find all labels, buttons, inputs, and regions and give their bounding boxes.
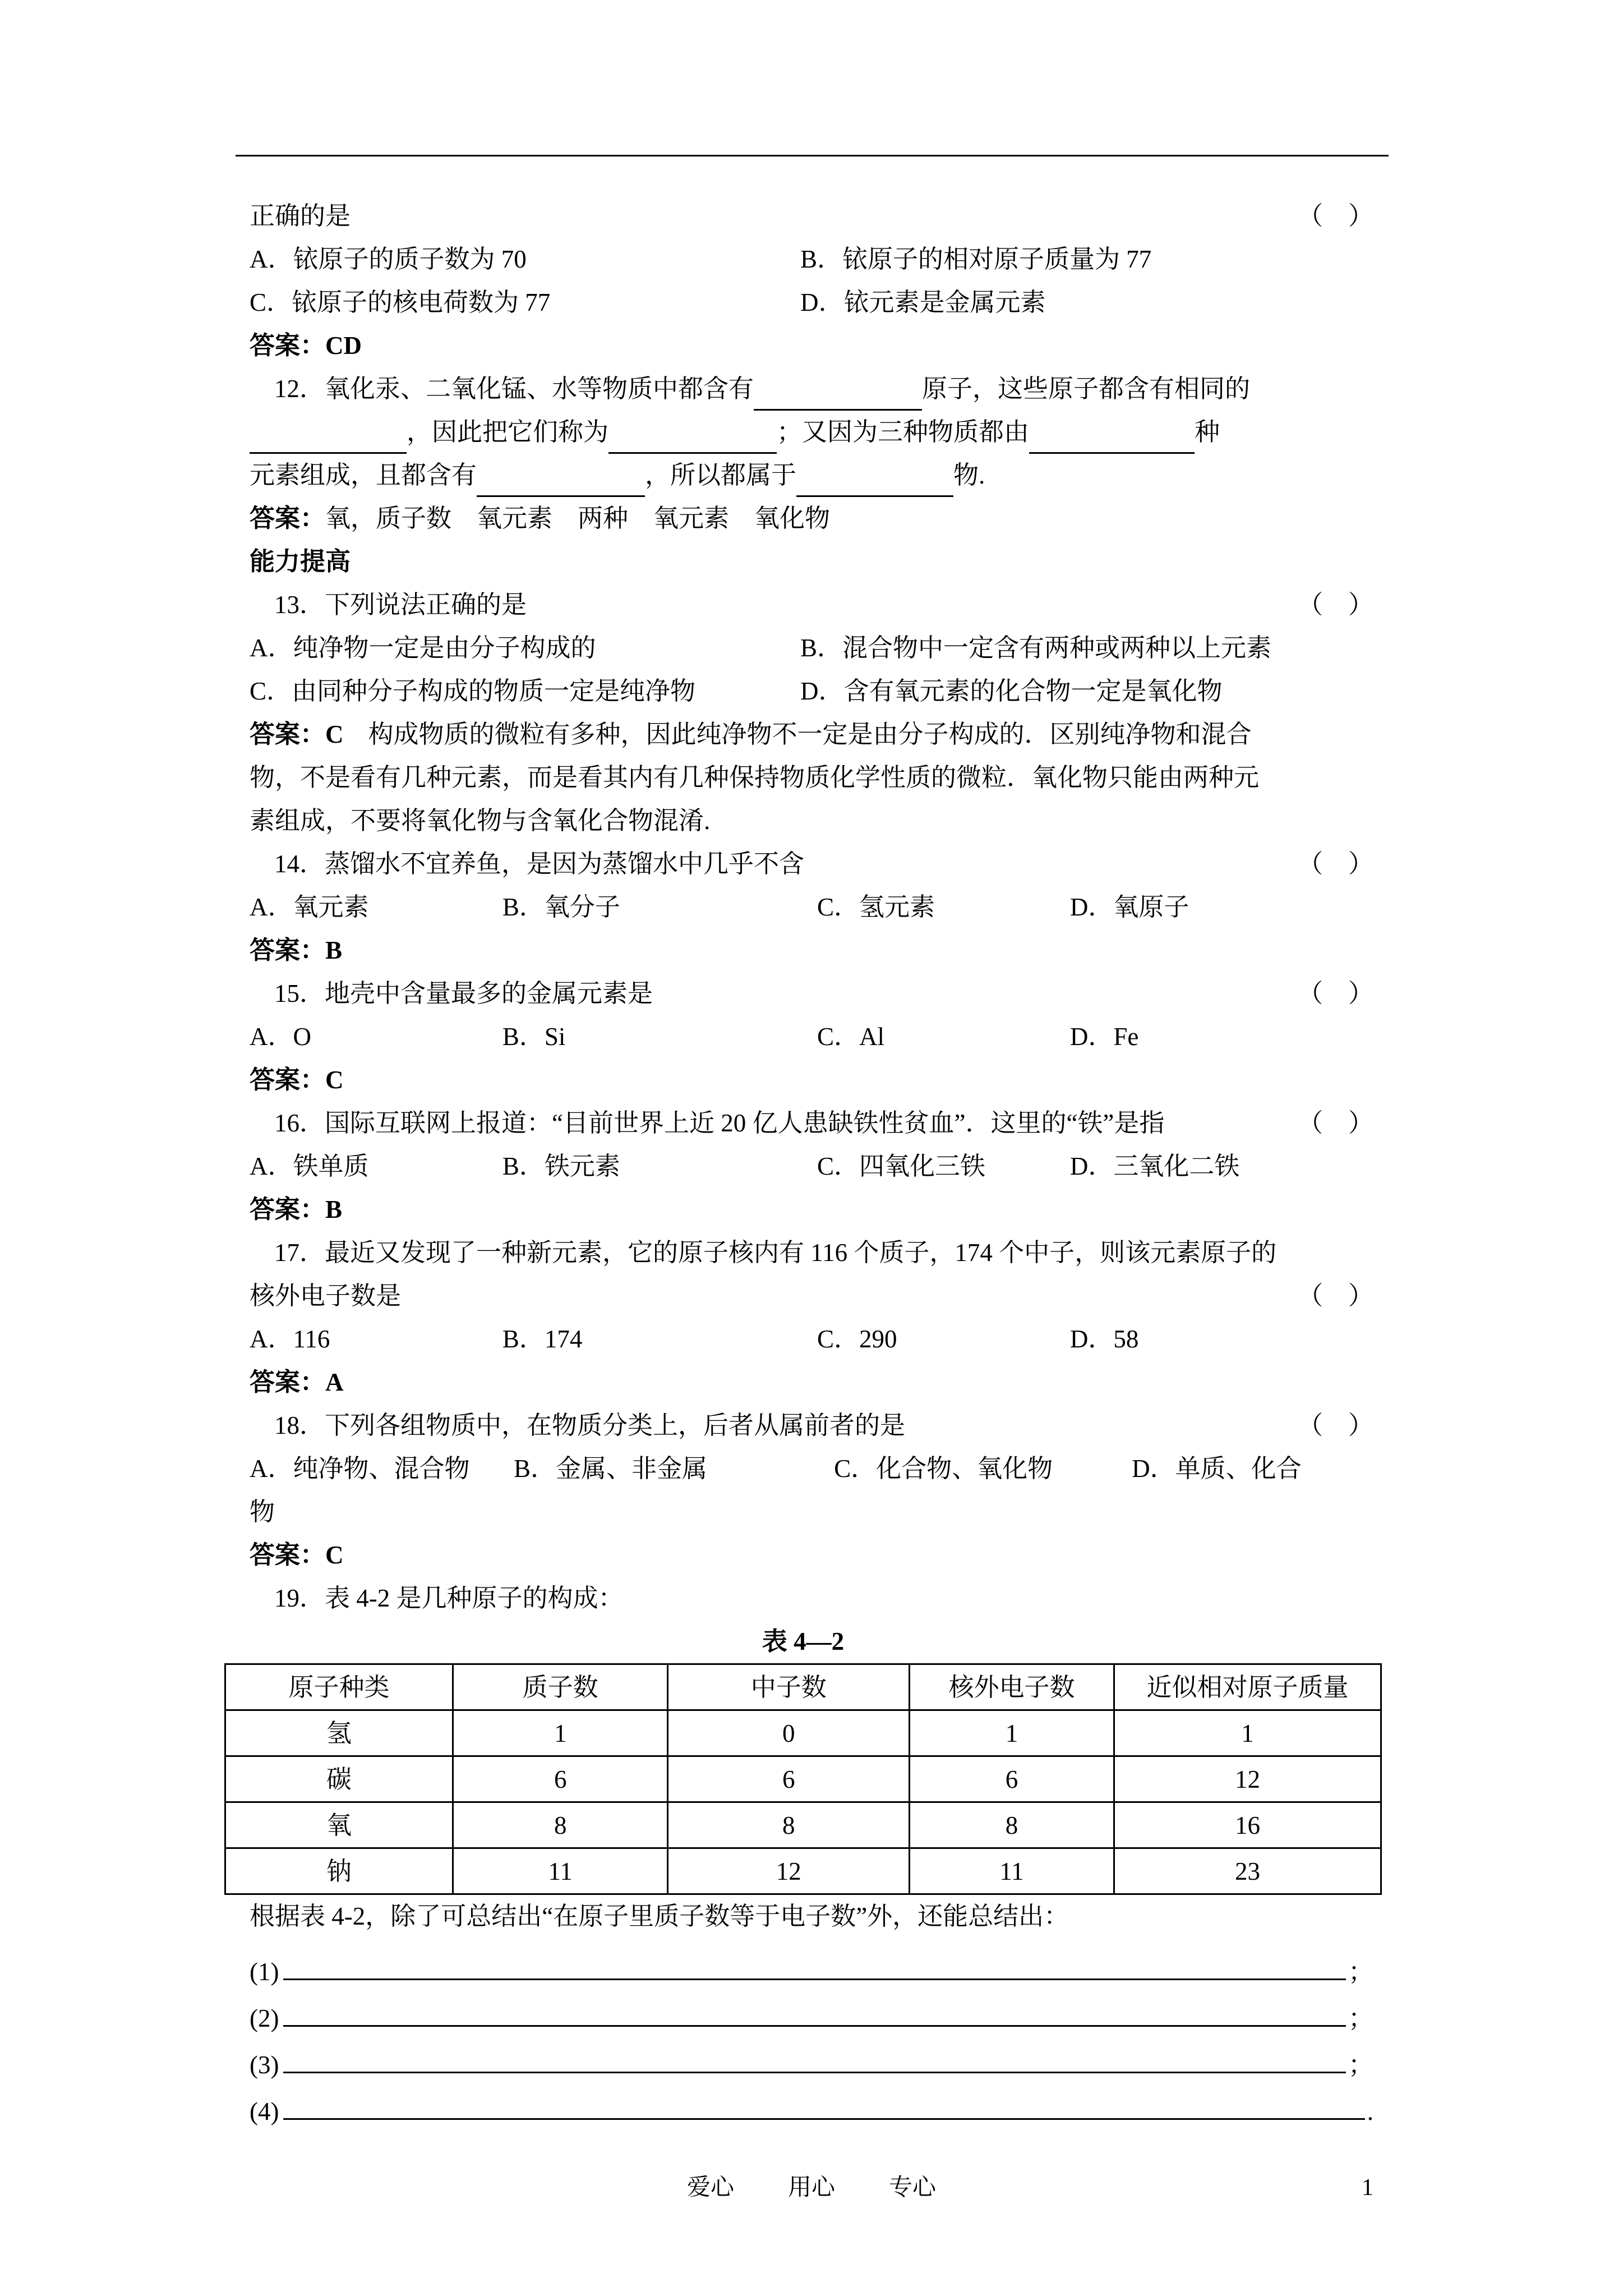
table-cell: 氧 (225, 1802, 453, 1848)
q11-option-b: B．铱原子的相对原子质量为 77 (800, 245, 1152, 273)
q13-options-row-1 (250, 627, 1373, 670)
q12-line-3 (250, 454, 1373, 497)
page-number: 1 (1362, 2175, 1373, 2201)
q17-answer-paren: （ ） (1297, 1282, 1373, 1310)
q15-answer-line (250, 1059, 1373, 1102)
blank-2-number: (2) (250, 2004, 279, 2032)
q18-option-a: A．纯净物、混合物 (250, 1455, 470, 1483)
q12-blank-5 (477, 464, 645, 497)
q19-atoms-table (224, 1663, 1382, 1895)
q15-answer-label: 答案： (250, 1066, 326, 1094)
q14-option-a: A．氧元素 (250, 893, 369, 921)
table-row-sodium (225, 1848, 1381, 1894)
q13-answer-paren: （ ） (1297, 591, 1373, 619)
q19-conclusion-blanks (250, 1947, 1373, 2133)
q12-text-3b: ，所以都属于 (645, 461, 797, 489)
q12-text-2b: ；又因为三种物质都由 (777, 418, 1030, 446)
table-cell: 6 (453, 1756, 668, 1802)
q12-text-1b: 原子，这些原子都含有相同的 (922, 375, 1251, 403)
q18-answer-label: 答案： (250, 1541, 326, 1569)
q16-option-b: B．铁元素 (502, 1152, 620, 1180)
table-cell: 0 (668, 1710, 910, 1756)
q15-answer-paren: （ ） (1297, 979, 1373, 1007)
q11-answer-value: CD (325, 332, 362, 360)
q17-answer-label: 答案： (250, 1368, 326, 1396)
q13-explanation-line-2: 物，不是看有几种元素，而是看其内有几种保持物质化学性质的微粒．氧化物只能由两种元 (250, 763, 1260, 792)
table-cell: 氢 (225, 1710, 453, 1756)
table-cell: 1 (1114, 1710, 1381, 1756)
q13-answer-value: C (325, 720, 344, 748)
q19-stem-line: 19．表 4-2 是几种原子的构成： (274, 1584, 624, 1612)
table-cell: 16 (1114, 1802, 1381, 1848)
table-cell: 碳 (225, 1756, 453, 1802)
q17-option-d: D．58 (1069, 1325, 1139, 1353)
q14-answer-paren: （ ） (1297, 850, 1373, 878)
footer-word-3: 专心 (889, 2175, 937, 2201)
table-cell: 8 (453, 1802, 668, 1848)
table-header-mass: 近似相对原子质量 (1114, 1664, 1381, 1710)
q17-option-a: A．116 (250, 1325, 330, 1353)
table-cell: 11 (910, 1848, 1114, 1894)
q12-line-1 (250, 367, 1373, 411)
q15-option-b: B．Si (502, 1023, 566, 1051)
blank-4-punct: . (1367, 2097, 1373, 2125)
blank-3-number: (3) (250, 2051, 279, 2079)
table-header-electrons: 核外电子数 (910, 1664, 1114, 1710)
table-cell: 11 (453, 1848, 668, 1894)
q15-option-c: C．Al (817, 1023, 885, 1051)
conclusion-blank-2 (250, 1994, 1373, 2040)
q11-option-d: D．铱元素是金属元素 (800, 288, 1046, 316)
q11-stem-text: 正确的是 (250, 202, 351, 230)
blank-1-line (283, 1947, 1346, 1980)
q14-option-b: B．氧分子 (502, 893, 620, 921)
q18-stem-line (250, 1404, 1373, 1447)
q15-stem-text: 15．地壳中含量最多的金属元素是 (274, 979, 653, 1007)
q14-stem-line (250, 843, 1373, 886)
q12-blank-6 (796, 464, 953, 497)
q12-blank-2 (250, 421, 407, 454)
table-cell: 钠 (225, 1848, 453, 1894)
q13-explanation-line-3: 素组成，不要将氧化物与含氧化合物混淆. (250, 807, 711, 835)
q18-option-d: D．单质、化合 (1132, 1455, 1302, 1483)
q13-stem-text: 13．下列说法正确的是 (274, 591, 527, 619)
q13-option-b: B．混合物中一定含有两种或两种以上元素 (800, 634, 1271, 662)
q11-option-c: C．铱原子的核电荷数为 77 (250, 288, 551, 316)
q18-answer-line (250, 1534, 1373, 1577)
q19-post-table-text: 根据表 4-2，除了可总结出“在原子里质子数等于电子数”外，还能总结出： (250, 1902, 1069, 1930)
q16-options-row (250, 1145, 1373, 1188)
q12-text-1a: 12．氧化汞、二氧化锰、水等物质中都含有 (274, 375, 754, 403)
q12-text-3c: 物. (953, 461, 985, 489)
q13-options-row-2 (250, 670, 1373, 713)
q17-answer-line (250, 1361, 1373, 1404)
q12-answer-line (250, 497, 1373, 540)
page-content (250, 195, 1373, 2133)
q17-answer-value: A (325, 1368, 344, 1396)
q13-option-d: D．含有氧元素的化合物一定是氧化物 (800, 677, 1223, 705)
q19-table-caption: 表 4—2 (762, 1627, 845, 1655)
q15-option-a: A．O (250, 1023, 311, 1051)
q16-option-c: C．四氧化三铁 (817, 1152, 986, 1180)
q15-options-row (250, 1015, 1373, 1059)
q11-answer-line (250, 324, 1373, 367)
blank-4-number: (4) (250, 2097, 279, 2125)
table-header-protons: 质子数 (453, 1664, 668, 1710)
q11-answer-paren: （ ） (1297, 202, 1373, 230)
blank-4-line (283, 2087, 1364, 2120)
q17-stem-text-2: 核外电子数是 (250, 1282, 402, 1310)
q18-answer-paren: （ ） (1297, 1411, 1373, 1439)
q12-answer-label: 答案： (250, 504, 326, 532)
table-row-hydrogen (225, 1710, 1381, 1756)
table-row-carbon (225, 1756, 1381, 1802)
q15-option-d: D．Fe (1069, 1023, 1139, 1051)
blank-3-punct: ； (1348, 2051, 1373, 2079)
table-header-atom-type: 原子种类 (225, 1664, 453, 1710)
table-row-oxygen (225, 1802, 1381, 1848)
q13-answer-line-1 (250, 713, 1373, 756)
q17-options-row (250, 1318, 1373, 1361)
table-cell: 8 (910, 1802, 1114, 1848)
q15-answer-value: C (325, 1066, 344, 1094)
q14-option-d: D．氧原子 (1069, 893, 1189, 921)
section-title: 能力提高 (250, 547, 351, 576)
q12-line-2 (250, 411, 1373, 454)
table-cell: 23 (1114, 1848, 1381, 1894)
q13-option-c: C．由同种分子构成的物质一定是纯净物 (250, 677, 696, 705)
q18-answer-value: C (325, 1541, 344, 1569)
blank-2-punct: ； (1348, 2004, 1373, 2032)
table-cell: 6 (910, 1756, 1114, 1802)
q18-stem-text: 18．下列各组物质中，在物质分类上，后者从属前者的是 (274, 1411, 906, 1439)
q11-options-row-2 (250, 281, 1373, 324)
q18-option-d-wrap: 物 (250, 1498, 275, 1526)
table-cell: 1 (910, 1710, 1114, 1756)
q12-answer-value: 氧，质子数 氧元素 两种 氧元素 氧化物 (325, 504, 831, 532)
blank-3-line (283, 2040, 1346, 2073)
q17-stem-line-2 (250, 1274, 1373, 1318)
q16-stem-text: 16．国际互联网上报道：“目前世界上近 20 亿人患缺铁性贫血”．这里的“铁”是指 (274, 1109, 1165, 1137)
q16-answer-line (250, 1188, 1373, 1231)
q14-answer-line (250, 929, 1373, 972)
q17-option-b: B．174 (502, 1325, 583, 1353)
q12-text-2c: 种 (1195, 418, 1220, 446)
conclusion-blank-1 (250, 1947, 1373, 1994)
table-cell: 12 (668, 1848, 910, 1894)
q18-option-b: B．金属、非金属 (513, 1455, 707, 1483)
q14-options-row (250, 886, 1373, 929)
q14-stem-text: 14．蒸馏水不宜养鱼，是因为蒸馏水中几乎不含 (274, 850, 805, 878)
q11-option-a: A．铱原子的质子数为 70 (250, 245, 527, 273)
footer-word-1: 爱心 (686, 2175, 734, 2201)
q17-stem-line-1: 17．最近又发现了一种新元素，它的原子核内有 116 个质子，174 个中子，则该元素原子的 (274, 1239, 1277, 1267)
page-footer (250, 2166, 1373, 2210)
q16-option-a: A．铁单质 (250, 1152, 369, 1180)
blank-1-punct: ； (1348, 1958, 1373, 1986)
q17-option-c: C．290 (817, 1325, 897, 1353)
q12-blank-3 (608, 421, 777, 454)
conclusion-blank-3 (250, 2040, 1373, 2087)
table-cell: 8 (668, 1802, 910, 1848)
q14-answer-label: 答案： (250, 936, 326, 964)
table-cell: 6 (668, 1756, 910, 1802)
header-rule (236, 155, 1389, 157)
q18-option-c: C．化合物、氧化物 (834, 1455, 1053, 1483)
q16-answer-label: 答案： (250, 1195, 326, 1223)
q16-answer-value: B (325, 1195, 343, 1223)
q13-option-a: A．纯净物一定是由分子构成的 (250, 634, 596, 662)
q12-blank-4 (1029, 421, 1195, 454)
table-header-neutrons: 中子数 (668, 1664, 910, 1710)
q14-answer-value: B (325, 936, 343, 964)
table-cell: 1 (453, 1710, 668, 1756)
q19-table-block (224, 1620, 1382, 1895)
q12-blank-1 (754, 378, 922, 411)
q16-stem-line (250, 1102, 1373, 1145)
q12-text-2a: ，因此把它们称为 (407, 418, 609, 446)
q11-options-row-1 (250, 238, 1373, 281)
q16-option-d: D．三氧化二铁 (1069, 1152, 1240, 1180)
q18-options-row (250, 1447, 1373, 1490)
blank-1-number: (1) (250, 1958, 279, 1986)
footer-word-2: 用心 (787, 2175, 835, 2201)
conclusion-blank-4 (250, 2087, 1373, 2133)
q13-explanation-line-1: 构成物质的微粒有多种，因此纯净物不一定是由分子构成的．区别纯净物和混合 (368, 720, 1252, 748)
q11-answer-label: 答案： (250, 332, 326, 360)
blank-2-line (283, 1994, 1346, 2027)
table-cell: 12 (1114, 1756, 1381, 1802)
q13-answer-label: 答案： (250, 720, 326, 748)
q15-stem-line (250, 972, 1373, 1015)
q11-stem-line (250, 195, 1373, 238)
q14-option-c: C．氢元素 (817, 893, 935, 921)
q12-text-3a: 元素组成，且都含有 (250, 461, 477, 489)
q16-answer-paren: （ ） (1297, 1109, 1373, 1137)
q13-stem-line (250, 583, 1373, 627)
table-header-row (225, 1664, 1381, 1710)
